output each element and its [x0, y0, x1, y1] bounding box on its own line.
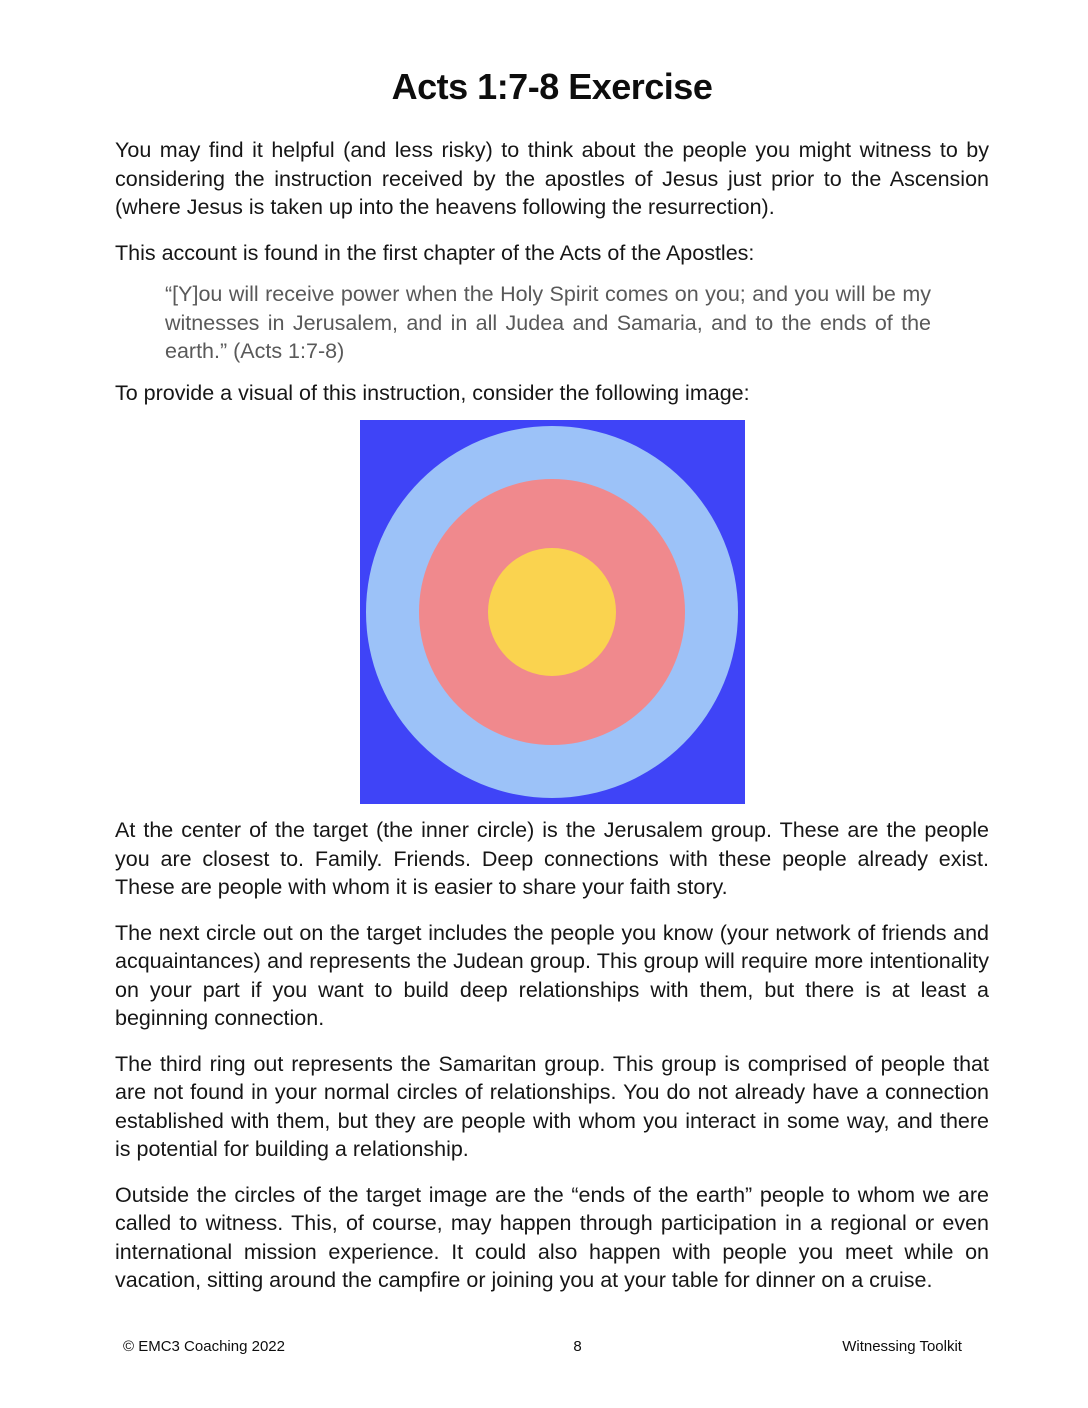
- page-title: Acts 1:7-8 Exercise: [391, 66, 713, 107]
- jerusalem-paragraph: At the center of the target (the inner circle) is the Jerusalem group. These are the people you are closest to. Family. Friends. Deep connections with these people already exist. These are people with whom it is easier to share your faith story.: [115, 818, 989, 899]
- footer-copyright: © EMC3 Coaching 2022: [123, 1338, 285, 1355]
- judean-paragraph: The next circle out on the target includes the people you know (your network of friends and acquaintances) and represents the Judean group. This group will require more intentionality on your part if you want to build deep relationships with them, but there is at least a beginning connection.: [115, 920, 989, 1030]
- page-content: [115, 0, 989, 1312]
- target-figure: [115, 420, 989, 804]
- account-lead-paragraph: This account is found in the first chapter of the Acts of the Apostles:: [115, 240, 755, 265]
- ends-of-earth-background: [360, 420, 745, 804]
- intro-paragraph: You may find it helpful (and less risky) to think about the people you might witness to by considering the instruction received by the apostles of Jesus just prior to the Ascension (where Jesus is taken up into the heavens following the resurrection).: [115, 138, 989, 219]
- judean-ring: [419, 479, 685, 745]
- footer-page-number: 8: [573, 1338, 582, 1355]
- ends-of-earth-paragraph: Outside the circles of the target image are the “ends of the earth” people to whom we are called to witness. This, of course, may happen through participation in a regional or even international mission experience. It could also happen with people you meet while on vacation, sitting around the campfire or joining you at your table for dinner on a cruise.: [115, 1182, 989, 1292]
- visual-lead-paragraph: To provide a visual of this instruction, consider the following image:: [115, 380, 750, 405]
- scripture-quote: “[Y]ou will receive power when the Holy Spirit comes on you; and you will be my witnesses in Jerusalem, and in all Judea and Samaria, and to the ends of the earth.” (Acts 1:7-8): [165, 282, 931, 363]
- samaritan-ring: [366, 426, 738, 798]
- footer-toolkit-label: Witnessing Toolkit: [842, 1338, 962, 1355]
- page-footer: [123, 1338, 962, 1355]
- jerusalem-center-circle: [488, 548, 616, 676]
- samaritan-paragraph: The third ring out represents the Samaritan group. This group is comprised of people that are not found in your normal circles of relationships. You do not already have a connection established with them, but they are people with whom you interact in some way, and there is potential for building a relationship.: [115, 1051, 989, 1161]
